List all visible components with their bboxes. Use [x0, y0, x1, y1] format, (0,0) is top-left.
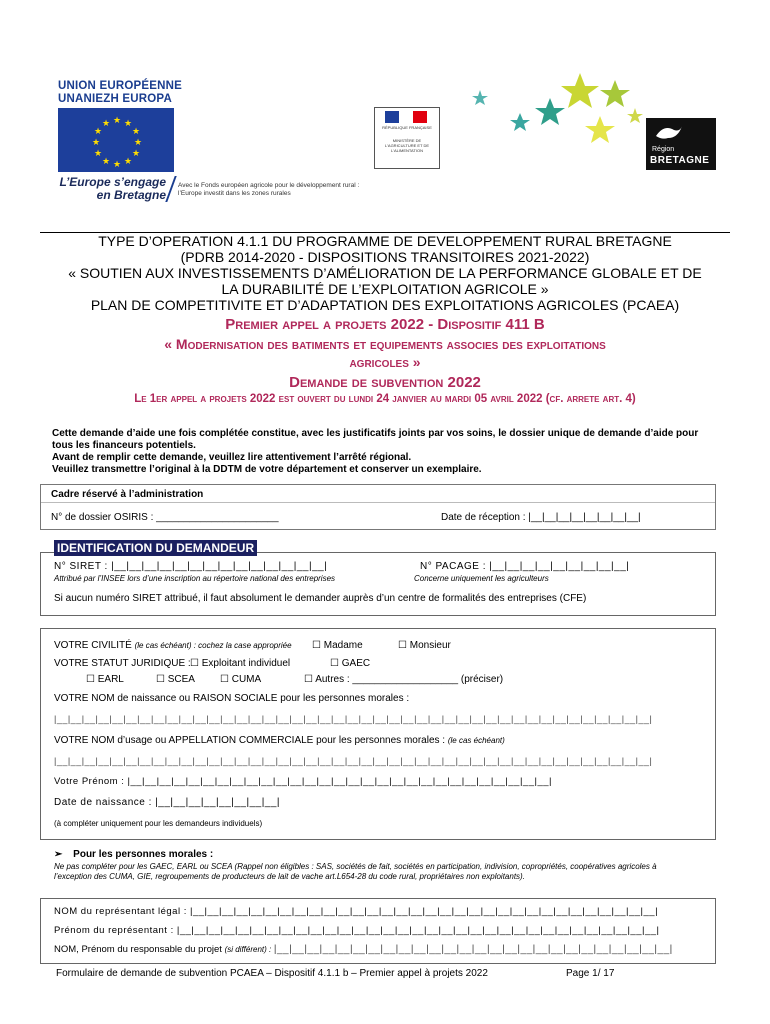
gaec-checkbox[interactable]: ☐ GAEC [330, 658, 371, 669]
eu-fund-line1: Avec le Fonds européen agricole pour le développement rural : [178, 182, 360, 189]
reception-date-field[interactable]: Date de réception : |__|__|__|__|__|__|__|__| [441, 512, 641, 523]
madame-checkbox[interactable]: ☐ Madame [312, 640, 363, 651]
svg-text:★: ★ [102, 157, 111, 167]
intro-line1: Cette demande d’aide une fois complétée constitue, avec les justificatifs joints par vos soins, le dossier unique de demande d’aide pour tous les financeurs potentiels. [52, 428, 699, 451]
usage-field[interactable]: |__|__|__|__|__|__|__|__|__|__|__|__|__|__|__|__|__|__|__|__|__|__|__|__|__|__|__|__|__|__|__|__|__|__|__|__|__|__|__|__|__|__|__| [54, 756, 653, 766]
title-line5: PLAN DE COMPETITIVITE ET D’ADAPTATION DES EXPLOITATIONS AGRICOLES (PCAEA) [90, 297, 680, 313]
naissance-field[interactable]: Date de naissance : |__|__|__|__|__|__|__|__| [54, 797, 281, 808]
representant-nom-field[interactable]: NOM du représentant légal : |__|__|__|__|__|__|__|__|__|__|__|__|__|__|__|__|__|__|__|__|__|__|__|__|__|__|__|__|__|__|__|__| [54, 906, 659, 917]
civility-label: VOTRE CIVILITÉ [54, 640, 132, 651]
region-label: Région [652, 146, 675, 153]
morales-note: Ne pas compléter pour les GAEC, EARL ou SCEA (Rappel non éligibles : SAS, sociétés de fait, sociétés en participation, indivision, copropriétés, coopératives agricoles à l’exception des CUMA, GIE, regroupements de producteurs de lait de vache art.L654-28 du code rural, propriétaires non exploitants). [54, 862, 657, 881]
pacage-field[interactable]: N° PACAGE : |__|__|__|__|__|__|__|__|__| [420, 561, 630, 572]
eu-fund-text [178, 182, 408, 198]
dispositif-title-line1: « Modernisation des batiments et equipements associes des exploitations [164, 336, 606, 352]
bretagne-label: BRETAGNE [650, 155, 710, 166]
exploitant-checkbox[interactable]: ☐ Exploitant individuel [190, 658, 291, 669]
eu-engage-line2: en Bretagne [96, 188, 166, 202]
intro-line2: Avant de remplir cette demande, veuillez lire attentivement l’arrêté régional. [52, 452, 412, 463]
eu-stars-icon [58, 108, 174, 172]
usage-label: VOTRE NOM d’usage ou APPELLATION COMMERCIALE pour les personnes morales : [54, 735, 446, 746]
eu-engage-text [56, 176, 166, 202]
svg-text:★: ★ [94, 127, 103, 137]
french-flag-icon [385, 111, 427, 123]
appel-dates: Le 1er appel a projets 2022 est ouvert du lundi 24 janvier au mardi 05 avril 2022 (cf. arrete art. 4) [134, 393, 636, 405]
eu-title-line1: UNION EUROPÉENNE [58, 80, 182, 92]
svg-text:★: ★ [124, 157, 133, 167]
eu-flag-icon [58, 108, 174, 172]
footer-text: Formulaire de demande de subvention PCAEA – Dispositif 4.1.1 b – Premier appel à projets 2022 [56, 968, 488, 979]
naissance-note: (à compléter uniquement pour les demandeurs individuels) [54, 819, 263, 828]
intro-text [52, 428, 714, 476]
ermine-icon [654, 122, 684, 146]
svg-text:★: ★ [132, 149, 141, 159]
autres-checkbox[interactable]: ☐ Autres : ___________________ (préciser) [304, 674, 504, 685]
nom-label: VOTRE NOM de naissance ou RAISON SOCIALE pour les personnes morales : [54, 693, 410, 704]
eu-engage-line1: L’Europe s’engage [59, 175, 166, 189]
svg-text:★: ★ [113, 116, 122, 126]
nom-field[interactable]: |__|__|__|__|__|__|__|__|__|__|__|__|__|__|__|__|__|__|__|__|__|__|__|__|__|__|__|__|__|__|__|__|__|__|__|__|__|__|__|__|__|__|__| [54, 714, 653, 724]
civility-row [54, 640, 292, 651]
prenom-field[interactable]: Votre Prénom : |__|__|__|__|__|__|__|__|__|__|__|__|__|__|__|__|__|__|__|__|__|__|__|__|__|__|__|__|__| [54, 776, 552, 787]
eu-logo-title [58, 80, 182, 106]
usage-row [54, 735, 505, 746]
osiris-field[interactable]: N° de dossier OSIRIS : ______________________ [51, 512, 279, 523]
intro-line3: Veuillez transmettre l’original à la DDTM de votre département et conserver un exemplaire. [52, 464, 482, 475]
eu-slash-divider [165, 176, 176, 202]
title-line4: LA DURABILITÉ DE L’EXPLOITATION AGRICOLE » [221, 281, 549, 297]
title-line1: TYPE D’OPERATION 4.1.1 DU PROGRAMME DE DEVELOPPEMENT RURAL BRETAGNE [98, 233, 672, 249]
svg-text:★: ★ [92, 138, 101, 148]
svg-text:★: ★ [94, 149, 103, 159]
svg-text:★: ★ [134, 138, 143, 148]
svg-text:★: ★ [132, 127, 141, 137]
svg-text:★: ★ [113, 160, 122, 170]
pacage-note: Concerne uniquement les agriculteurs [414, 574, 549, 583]
responsable-row [54, 944, 673, 955]
civility-note: (le cas échéant) : cochez la case appropriée [134, 641, 292, 650]
usage-note: (le cas échéant) [447, 736, 505, 745]
rf-text-line1: RÉPUBLIQUE FRANÇAISE [382, 125, 432, 130]
morales-heading-row [54, 849, 213, 860]
eu-fund-line2: l’Europe investit dans les zones rurales [178, 190, 291, 197]
scea-checkbox[interactable]: ☐ SCEA [156, 674, 195, 685]
morales-heading: Pour les personnes morales : [73, 849, 214, 860]
eu-title-line2: UNANIEZH EUROPA [58, 93, 172, 105]
region-bretagne-logo [646, 118, 716, 170]
siret-note: Attribué par l’INSEE lors d’une inscription au répertoire national des entreprises [54, 574, 336, 583]
admin-title: Cadre réservé à l’administration [51, 489, 204, 500]
title-line2: (PDRB 2014-2020 - DISPOSITIONS TRANSITOIRES 2021-2022) [180, 249, 590, 265]
representant-prenom-field[interactable]: Prénom du représentant : |__|__|__|__|__|__|__|__|__|__|__|__|__|__|__|__|__|__|__|__|__|__|__|__|__|__|__|__|__|__|__|__|__| [54, 925, 660, 936]
admin-frame [40, 484, 716, 530]
dispositif-title-line2: agricoles » [349, 354, 421, 370]
earl-checkbox[interactable]: ☐ EARL [86, 674, 124, 685]
rf-text-line2: MINISTÈRE DE L'AGRICULTURE ET DE L'ALIMENTATION [384, 138, 430, 153]
admin-divider [41, 502, 715, 503]
svg-text:★: ★ [124, 119, 133, 129]
ministry-logo [374, 107, 440, 169]
demande-title: Demande de subvention 2022 [289, 374, 481, 391]
cuma-checkbox[interactable]: ☐ CUMA [220, 674, 262, 685]
svg-text:★: ★ [102, 119, 111, 129]
cfe-note: Si aucun numéro SIRET attribué, il faut absolument le demander auprès d’un centre de formalités des entreprises (CFE) [54, 593, 587, 604]
responsable-label: NOM, Prénom du responsable du projet [54, 944, 222, 955]
title-line3: « SOUTIEN AUX INVESTISSEMENTS D’AMÉLIORATION DE LA PERFORMANCE GLOBALE ET DE [68, 265, 702, 281]
title-block [40, 232, 730, 407]
stars-decoration-icon [450, 68, 660, 168]
siret-field[interactable]: N° SIRET : |__|__|__|__|__|__|__|__|__|__|__|__|__|__| [54, 561, 328, 572]
monsieur-checkbox[interactable]: ☐ Monsieur [398, 640, 451, 651]
page-number: Page 1/ 17 [566, 968, 615, 979]
arrow-bullet-icon: ➢ [54, 849, 63, 860]
identification-heading: IDENTIFICATION DU DEMANDEUR [54, 540, 257, 556]
statut-label: VOTRE STATUT JURIDIQUE : [54, 658, 191, 669]
responsable-note: (si différent) : [224, 945, 272, 954]
responsable-field[interactable]: |__|__|__|__|__|__|__|__|__|__|__|__|__|__|__|__|__|__|__|__|__|__|__|__|__|__| [273, 944, 673, 955]
appel-title: Premier appel a projets 2022 - Dispositif 411 B [225, 316, 545, 333]
